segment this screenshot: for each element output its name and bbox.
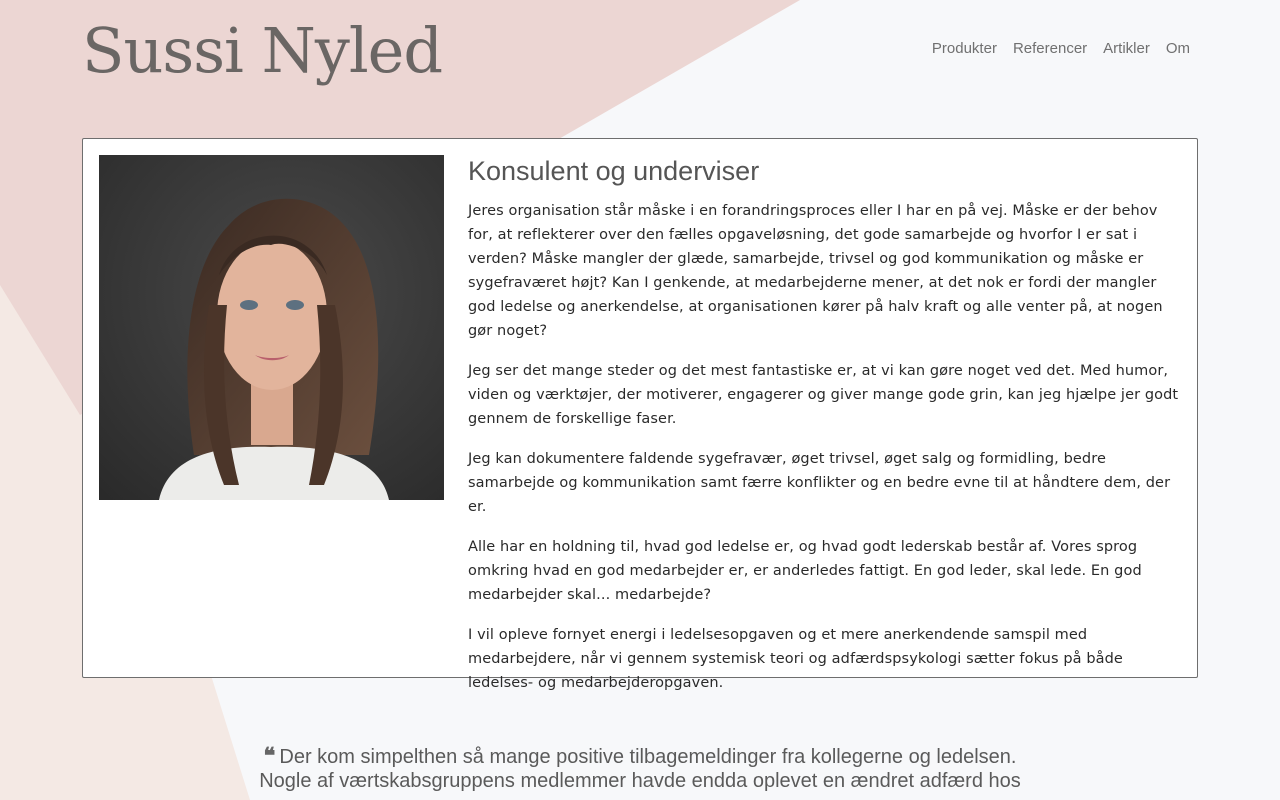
site-title[interactable]: Sussi Nyled bbox=[82, 14, 443, 87]
intro-paragraph-5: I vil opleve fornyet energi i ledelsesopgaven og et mere anerkendende samspil med medarbejdere, når vi gennem systemisk teori og adfærdspsykologi sætter fokus på både ledelses- og medarbejderopgaven. bbox=[468, 627, 1123, 692]
intro-content bbox=[468, 155, 1180, 711]
nav-item-artikler[interactable]: Artikler bbox=[1103, 40, 1150, 57]
intro-paragraph-3: Jeg kan dokumentere faldende sygefravær, øget trivsel, øget salg og formidling, bedre samarbejde og kommunikation samt færre konflikter og en bedre evne til at håndtere dem, der er. bbox=[468, 451, 1171, 516]
testimonial-text: Der kom simpelthen så mange positive tilbagemeldinger fra kollegerne og ledelsen. Nogle af værtskabsgruppens medlemmer havde endda oplevet en ændret adfærd hos bbox=[259, 746, 1021, 792]
quote-icon: ❝ bbox=[263, 743, 276, 769]
portrait-image bbox=[99, 155, 444, 500]
nav-item-om[interactable]: Om bbox=[1165, 40, 1190, 57]
intro-heading: Konsulent og underviser bbox=[468, 156, 760, 186]
portrait-illustration bbox=[99, 155, 444, 500]
testimonial-quote bbox=[240, 744, 1040, 793]
intro-card bbox=[82, 138, 1198, 692]
nav-item-referencer[interactable]: Referencer bbox=[1012, 40, 1088, 57]
intro-paragraph-4: Alle har en holdning til, hvad god ledelse er, og hvad godt lederskab består af. Vores sprog omkring hvad en god medarbejder er, er anderledes fattigt. En god leder, skal lede. En god medarbejder skal... medarbejde? bbox=[468, 539, 1142, 604]
intro-paragraph-1: Jeres organisation står måske i en forandringsproces eller I har en på vej. Måske er der behov for, at reflekterer over den fælles opgaveløsning, det gode samarbejde og hvorfor I er sat i verden? Måske mangler der glæde, samarbejde, trivsel og god kommunikation og måske er sygefraværet højt? Kan I genkende, at medarbejderne mener, at det nok er fordi der mangler god ledelse og anerkendelse, at organisationen kører på halv kraft og alle venter på, at nogen gør noget? bbox=[468, 203, 1163, 340]
intro-paragraph-2: Jeg ser det mange steder og det mest fantastiske er, at vi kan gøre noget ved det. Med humor, viden og værktøjer, der motiverer, engagerer og giver mange gode grin, kan jeg hjælpe jer godt gennem de forskellige faser. bbox=[468, 363, 1179, 428]
nav-item-produkter[interactable]: Produkter bbox=[931, 40, 997, 57]
main-nav bbox=[932, 40, 1190, 57]
